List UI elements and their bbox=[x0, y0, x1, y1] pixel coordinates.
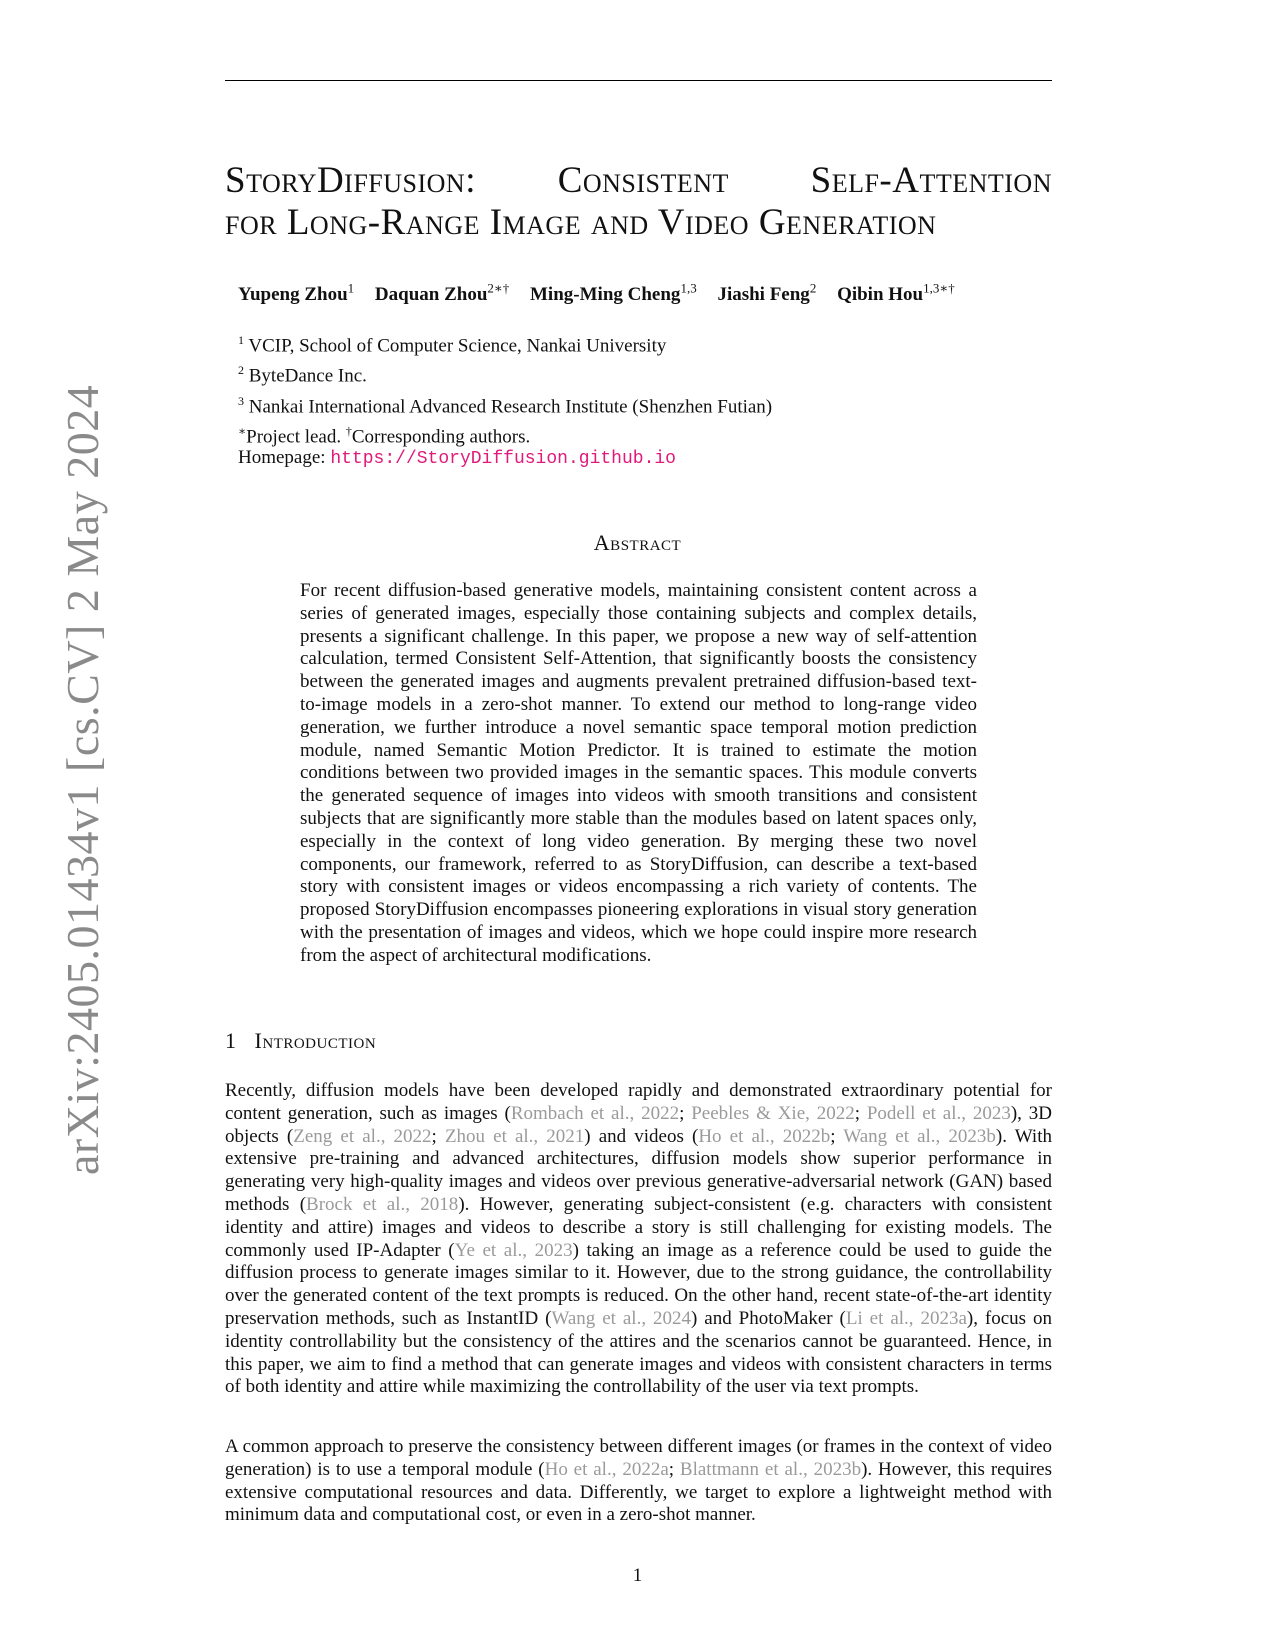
paper-title bbox=[225, 160, 1052, 244]
author-affil-mark: 2 bbox=[809, 281, 817, 296]
title-line-2: for Long-Range Image and Video Generation bbox=[225, 202, 937, 243]
paragraph-text: ). However, this requires extensive computational resources and data. Differently, we target to explore a lightweight method with minimum data and computational cost, or even in a zero-shot manner. bbox=[225, 1458, 1053, 1526]
section-heading bbox=[225, 1028, 376, 1054]
homepage-line bbox=[238, 447, 676, 469]
dagger-mark: † bbox=[345, 423, 352, 438]
header-rule bbox=[225, 80, 1052, 81]
homepage-label: Homepage: bbox=[238, 447, 331, 468]
affiliation-line bbox=[238, 358, 772, 388]
citation-link[interactable]: Ho et al., 2022b bbox=[698, 1125, 831, 1147]
homepage-link[interactable]: https://StoryDiffusion.github.io bbox=[330, 449, 676, 469]
affiliation-mark: 2 bbox=[238, 363, 244, 378]
affiliation-text: ByteDance Inc. bbox=[244, 365, 367, 387]
citation-link[interactable]: Blattmann et al., 2023b bbox=[679, 1458, 862, 1480]
affiliation-line bbox=[238, 328, 772, 358]
project-lead-note: Project lead. bbox=[246, 426, 346, 448]
author bbox=[238, 281, 355, 306]
arxiv-sidebar-stamp: arXiv:2405.01434v1 [cs.CV] 2 May 2024 bbox=[57, 384, 108, 1175]
author-name: Ming-Ming Cheng bbox=[530, 284, 681, 306]
citation-link[interactable]: Brock et al., 2018 bbox=[306, 1193, 459, 1215]
paragraph-text: Recently, diffusion models have been developed rapidly and demonstrated extraordinary potential for content generation, such as images ( bbox=[225, 1080, 1052, 1124]
title-word-1: StoryDiffusion: bbox=[225, 160, 476, 201]
author-affil-mark: 1,3∗† bbox=[923, 281, 955, 296]
paragraph-text: ), 3D objects ( bbox=[225, 1102, 1052, 1147]
abstract-heading: Abstract bbox=[593, 530, 682, 555]
author bbox=[717, 281, 817, 306]
citation-link[interactable]: Wang et al., 2023b bbox=[843, 1125, 996, 1147]
affiliation-text: Nankai International Advanced Research Institute (Shenzhen Futian) bbox=[244, 395, 773, 417]
paragraph-text: ), focus on identity controllability but the consistency of the attires and the scenarios cannot be guaranteed. Hence, in this paper, we aim to find a method that can generate images and videos with consistent characters in terms of both identity and attire while maximizing the controllability of the user via text prompts. bbox=[225, 1307, 1053, 1398]
title-word-2: Consistent bbox=[557, 160, 729, 201]
author-affil-mark: 2∗† bbox=[487, 281, 510, 296]
paragraph-text: ; bbox=[431, 1125, 445, 1147]
paragraph-text: ) and videos ( bbox=[584, 1125, 699, 1147]
author-name: Yupeng Zhou bbox=[238, 284, 348, 306]
author bbox=[530, 281, 697, 306]
abstract-body: For recent diffusion-based generative models, maintaining consistent content across a series of generated images, especially those containing subjects and complex details, presents a significant challenge. In this paper, we propose a new way of self-attention calculation, termed Consistent Self-Attention, that significantly boosts the consistency between the generated images and augments prevalent pretrained diffusion-based text-to-image models in a zero-shot manner. To extend our method to long-range video generation, we further introduce a novel semantic space temporal motion prediction module, named Semantic Motion Predictor. It is trained to estimate the motion conditions between two provided images in the semantic spaces. This module converts the generated sequence of images into videos with smooth transitions and consistent subjects that are significantly more stable than the modules based on latent spaces only, especially in the context of long video generation. By merging these two novel components, our framework, referred to as StoryDiffusion, can describe a text-based story with consistent images or videos encompassing a rich variety of contents. The proposed StoryDiffusion encompasses pioneering explorations in visual story generation with the presentation of images and videos, which we hope could inspire more research from the aspect of architectural modifications. bbox=[300, 580, 977, 966]
paragraph-text: ; bbox=[854, 1102, 867, 1124]
citation-link[interactable]: Wang et al., 2024 bbox=[551, 1307, 692, 1329]
affiliation-mark: 1 bbox=[238, 333, 244, 347]
author-affil-mark: 1 bbox=[347, 281, 355, 296]
affiliation-line bbox=[238, 389, 772, 419]
title-word-3: Self-Attention bbox=[810, 160, 1052, 201]
author-name: Daquan Zhou bbox=[374, 284, 488, 306]
paragraph-text: ). However, generating subject-consistent (e.g. characters with consistent identity and attire) images and videos to describe a story is still challenging for existing models. The commonly used IP-Adapter ( bbox=[225, 1193, 1053, 1261]
page-number: 1 bbox=[632, 1565, 643, 1586]
paragraph-text: ; bbox=[668, 1458, 680, 1480]
paragraph-text: ) taking an image as a reference could be used to guide the diffusion process to generate images similar to it. However, due to the strong guidance, the controllability over the generated content of the text prompts is reduced. On the other hand, recent state-of-the-art identity preservation methods, such as InstantID ( bbox=[225, 1239, 1052, 1329]
paragraph-text: ) and PhotoMaker ( bbox=[691, 1307, 846, 1329]
citation-link[interactable]: Zeng et al., 2022 bbox=[293, 1125, 432, 1147]
author-affil-mark: 1,3 bbox=[680, 281, 697, 296]
paragraph-text: ; bbox=[679, 1102, 692, 1124]
affiliation-text: VCIP, School of Computer Science, Nankai University bbox=[244, 335, 667, 357]
citation-link[interactable]: Podell et al., 2023 bbox=[866, 1102, 1011, 1124]
paragraph-text: ; bbox=[830, 1125, 844, 1147]
intro-paragraph-1 bbox=[225, 1080, 1052, 1399]
paragraph-text: A common approach to preserve the consistency between different images (or frames in the context of video generation) is to use a temporal module ( bbox=[225, 1436, 1052, 1480]
affiliations bbox=[238, 328, 772, 449]
author-name: Qibin Hou bbox=[837, 284, 924, 306]
intro-paragraph-2 bbox=[225, 1436, 1052, 1527]
section-number: 1 bbox=[225, 1028, 237, 1053]
citation-link[interactable]: Rombach et al., 2022 bbox=[510, 1102, 680, 1124]
author-name: Jiashi Feng bbox=[717, 284, 810, 306]
author-notes bbox=[238, 419, 772, 449]
citation-link[interactable]: Ye et al., 2023 bbox=[454, 1239, 573, 1261]
corresponding-note: Corresponding authors. bbox=[351, 426, 531, 448]
affiliation-mark: 3 bbox=[238, 393, 244, 408]
citation-link[interactable]: Peebles & Xie, 2022 bbox=[691, 1102, 855, 1124]
title-line-1 bbox=[225, 160, 1052, 202]
author bbox=[374, 281, 510, 306]
star-mark: ∗ bbox=[238, 423, 247, 438]
section-title: Introduction bbox=[254, 1028, 377, 1053]
author-list bbox=[238, 281, 971, 306]
citation-link[interactable]: Ho et al., 2022a bbox=[544, 1458, 669, 1480]
citation-link[interactable]: Li et al., 2023a bbox=[845, 1307, 967, 1329]
citation-link[interactable]: Zhou et al., 2021 bbox=[444, 1125, 585, 1147]
paragraph-text: ). With extensive pre-training and advanced architectures, diffusion models show superior performance in generating very high-quality images and videos over previous generative-adversarial network (GAN) based methods ( bbox=[225, 1125, 1052, 1215]
author bbox=[837, 281, 955, 306]
